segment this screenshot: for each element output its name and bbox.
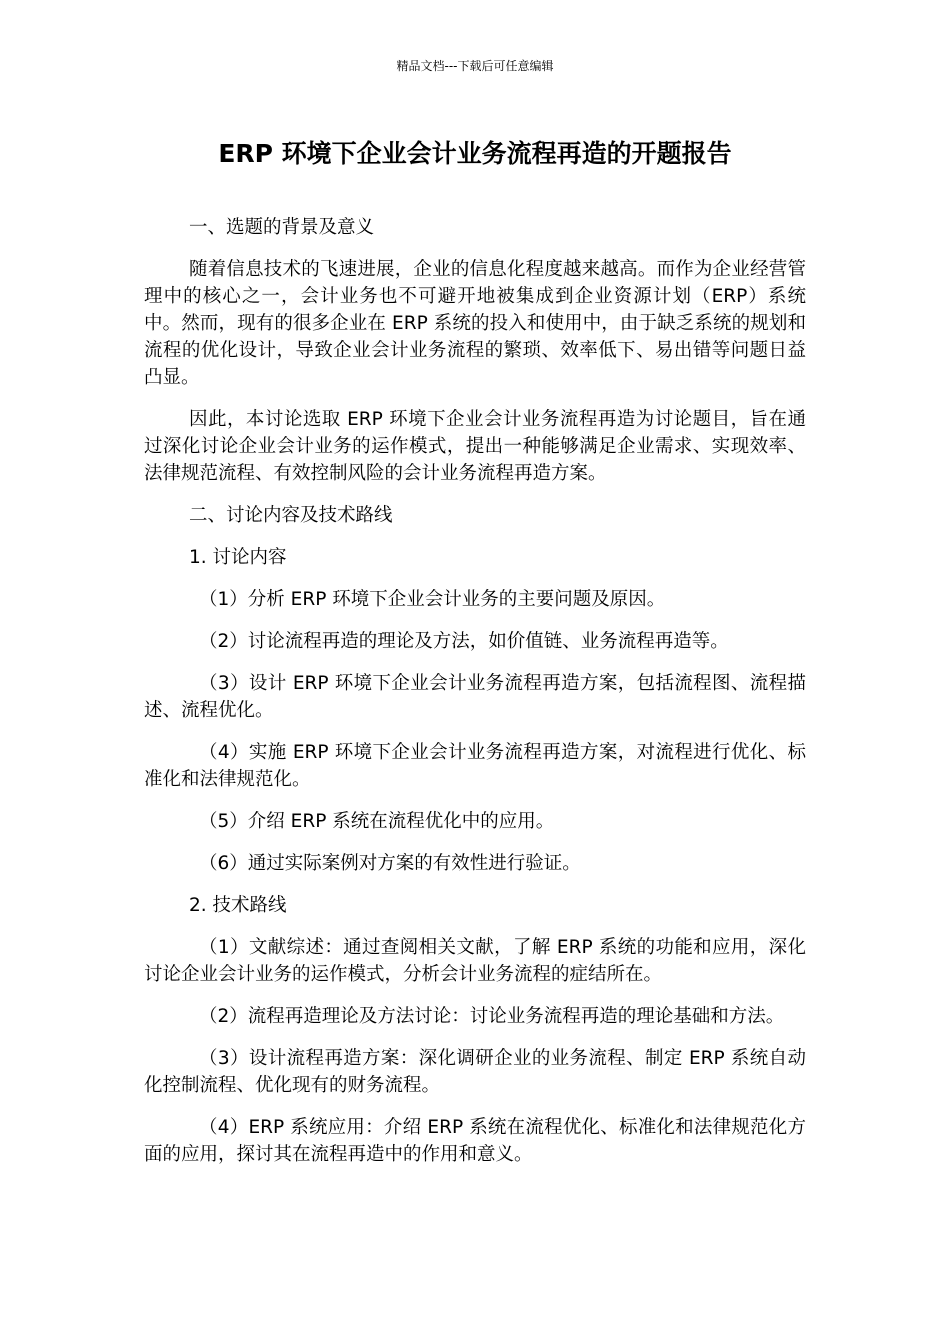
document-title: ERP 环境下企业会计业务流程再造的开题报告 bbox=[218, 139, 732, 168]
content-item: （5）介绍 ERP 系统在流程优化中的应用。 bbox=[199, 811, 555, 832]
content-item: （6）通过实际案例对方案的有效性进行验证。 bbox=[199, 853, 581, 874]
route-item: （4）ERP 系统应用：介绍 ERP 系统在流程优化、标准化和法律规范化方面的应用，探讨其在流程再造中的作用和意义。 bbox=[144, 1117, 806, 1165]
route-item: （2）流程再造理论及方法讨论：讨论业务流程再造的理论基础和方法。 bbox=[199, 1006, 785, 1027]
section-heading-content-route: 二、讨论内容及技术路线 bbox=[189, 505, 393, 526]
content-item: （1）分析 ERP 环境下企业会计业务的主要问题及原因。 bbox=[199, 589, 666, 610]
route-item: （3）设计流程再造方案：深化调研企业的业务流程、制定 ERP 系统自动化控制流程、优化现有的财务流程。 bbox=[144, 1048, 806, 1096]
background-paragraph-2: 因此，本讨论选取 ERP 环境下企业会计业务流程再造为讨论题目，旨在通过深化讨论企业会计业务的运作模式，提出一种能够满足企业需求、实现效率、法律规范流程、有效控制风险的会计业务流程再造方案。 bbox=[144, 409, 806, 484]
content-item: （2）讨论流程再造的理论及方法，如价值链、业务流程再造等。 bbox=[199, 631, 729, 652]
content-item: （4）实施 ERP 环境下企业会计业务流程再造方案，对流程进行优化、标准化和法律规范化。 bbox=[144, 742, 806, 790]
header-note: 精品文档---下载后可任意编辑 bbox=[396, 59, 554, 73]
content-item: （3）设计 ERP 环境下企业会计业务流程再造方案，包括流程图、流程描述、流程优化。 bbox=[144, 673, 806, 721]
document-body bbox=[144, 214, 806, 1183]
subheading-technical-route: 2. 技术路线 bbox=[189, 895, 287, 916]
subheading-content: 1. 讨论内容 bbox=[189, 547, 287, 568]
route-item: （1）文献综述：通过查阅相关文献，了解 ERP 系统的功能和应用，深化讨论企业会计业务的运作模式，分析会计业务流程的症结所在。 bbox=[144, 937, 806, 985]
background-paragraph-1: 随着信息技术的飞速进展，企业的信息化程度越来越高。而作为企业经营管理中的核心之一，会计业务也不可避开地被集成到企业资源计划（ERP）系统中。然而，现有的很多企业在 ERP 系统的投入和使用中，由于缺乏系统的规划和流程的优化设计，导致企业会计业务流程的繁琐、效率低下、易出错等问题日益凸显。 bbox=[144, 259, 806, 388]
section-heading-background: 一、选题的背景及意义 bbox=[189, 217, 375, 238]
